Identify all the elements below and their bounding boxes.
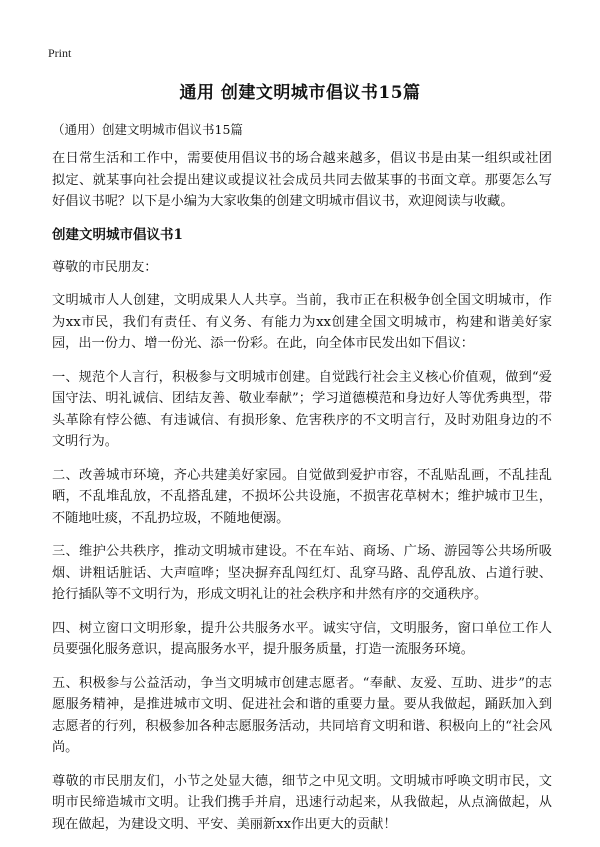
body-paragraph: 三、维护公共秩序，推动文明城市建设。不在车站、商场、广场、游园等公共场所吸烟、讲粗话脏话、大声喧哗；坚决摒弃乱闯红灯、乱穿马路、乱停乱放、占道行驶、抢行插队等不文明行为，形成文明礼让的社会秩序和井然有序的交通秩序。 (52, 544, 552, 602)
body-paragraph: 四、树立窗口文明形象，提升公共服务水平。诚实守信，文明服务，窗口单位工作人员要强化服务意识，提高服务水平，提升服务质量，打造一流服务环境。 (52, 620, 552, 657)
page-title: 通用 创建文明城市倡议书15篇 (179, 83, 421, 103)
article-body (52, 148, 552, 847)
body-paragraph: 二、改善城市环境，齐心共建美好家园。自觉做到爱护市容，不乱贴乱画，不乱挂乱晒，不乱堆乱放，不乱搭乱建，不损坏公共设施，不损害花草树木；维护城市卫生，不随地吐痰，不乱扔垃圾，不随地便溺。 (52, 467, 552, 526)
section-heading: 创建文明城市倡议书1 (52, 226, 183, 243)
body-paragraph: 一、规范个人言行，积极参与文明城市创建。自觉践行社会主义核心价值观，做到“爱国守法、明礼诚信、团结友善、敬业奉献”；学习道德模范和身边好人等优秀典型，带头革除有悖公德、有违诚信、有损形象、危害秩序的不文明言行，及时劝阻身边的不文明行为。 (52, 369, 552, 449)
body-paragraph: 尊敬的市民朋友们，小节之处显大德，细节之中见文明。文明城市呼唤文明市民，文明市民缔造城市文明。让我们携手并肩，迅速行动起来，从我做起，从点滴做起，从现在做起，为建设文明、平安、美丽新xx作出更大的贡献！ (52, 773, 552, 832)
print-link[interactable]: Print (48, 46, 72, 60)
intro-paragraph: 在日常生活和工作中，需要使用倡议书的场合越来越多，倡议书是由某一组织或社团拟定、就某事向社会提出建议或提议社会成员共同去做某事的书面文章。那要怎么写好倡议书呢？以下是小编为大家收集的创建文明城市倡议书，欢迎阅读与收藏。 (52, 151, 552, 209)
greeting: 尊敬的市民朋友： (52, 259, 158, 275)
body-paragraph: 五、积极参与公益活动，争当文明城市创建志愿者。“奉献、友爱、互助、进步”的志愿服务精神，是推进城市文明、促进社会和谐的重要力量。要从我做起，踊跃加入到志愿者的行列，积极参加各种志愿服务活动，共同培育文明和谐、积极向上的“社会风尚。 (52, 675, 552, 755)
body-paragraph: 文明城市人人创建，文明成果人人共享。当前，我市正在积极争创全国文明城市，作为xx市民，我们有责任、有义务、有能力为xx创建全国文明城市，构建和谐美好家园，出一份力、增一份光、添一份彩。在此，向全体市民发出如下倡议： (52, 293, 552, 351)
page-subtitle: （通用）创建文明城市倡议书15篇 (52, 122, 243, 137)
